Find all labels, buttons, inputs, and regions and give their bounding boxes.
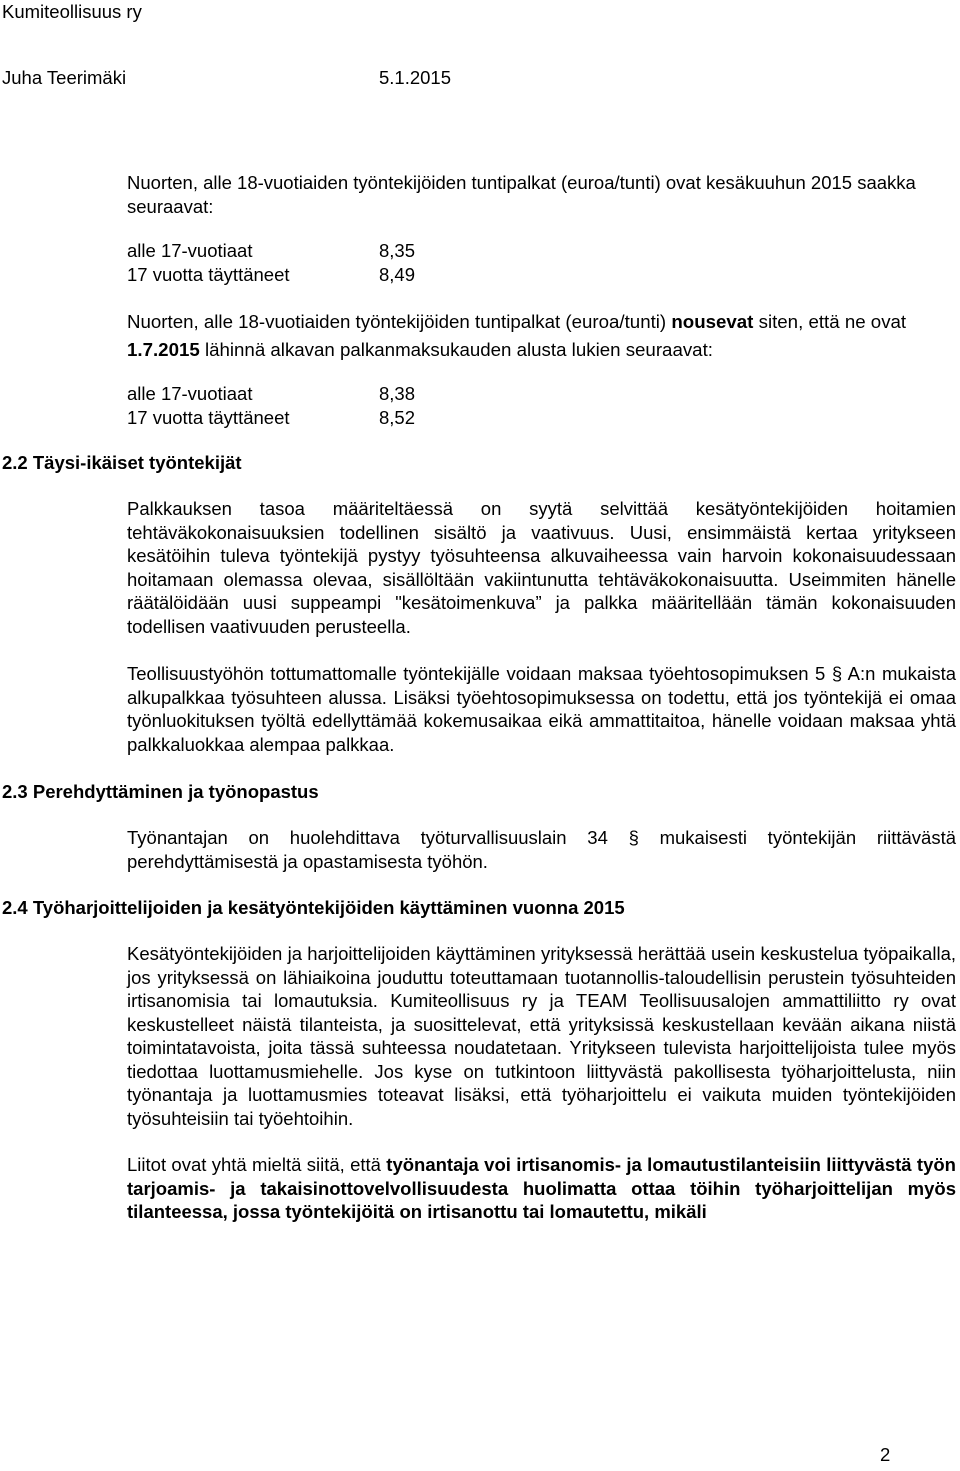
emphasis-increase: nousevat: [671, 311, 754, 332]
table-row: [127, 406, 415, 430]
section-heading-2-3: 2.3 Perehdyttäminen ja työnopastus: [2, 781, 319, 802]
section-heading-2-4: 2.4 Työharjoittelijoiden ja kesätyöntekijöiden käyttäminen vuonna 2015: [2, 897, 625, 918]
emphasis-date: 1.7.2015: [127, 339, 200, 360]
section-2-4-paragraph-2: Liitot ovat yhtä mieltä siitä, että työnantaja voi irtisanomis- ja lomautustilanteisiin liittyvästä työn tarjoamis- ja takaisinottovelvollisuudesta huolimatta ottaa töihin työharjoittelijan myös tilanteessa, jossa työntekijöitä on irtisanottu tai lomautettu, mikäli: [127, 1154, 956, 1222]
youth-wage-increase: Nuorten, alle 18-vuotiaiden työntekijöiden tuntipalkat (euroa/tunti) nousevat siten, että ne ovat 1.7.2015 lähinnä alkavan palkanmaksukauden alusta lukien seuraavat:: [127, 311, 907, 360]
rate-label: 17 vuotta täyttäneet: [127, 406, 290, 428]
page-number: 2: [880, 1444, 891, 1465]
section-2-2-paragraph-1: Palkkauksen tasoa määriteltäessä on syytä selvittää kesätyöntekijöiden hoitamien tehtäväkokonaisuuksien todellinen sisältö ja vaativuus. Uusi, ensimmäistä kertaa yritykseen kesätöihin tuleva työntekijä pystyy työsuhteensa alkuvaiheessa vain harvoin kokonaisuudessaan hoitamaan olemassa olevaa, sisällöltään vakiintunutta tehtäväkokonaisuutta. Useimmiten hänelle räätälöidään uusi suppeampi "kesätoimenkuva” ja palkka määritellään tämän kokonaisuuden todellisen vaativuuden perusteella.: [127, 498, 956, 637]
section-2-4-paragraph-1: Kesätyöntekijöiden ja harjoittelijoiden käyttäminen yrityksessä herättää usein keskustelua työpaikalla, jos yrityksessä on lähiaikoina jouduttu toteuttamaan tuotannollis-taloudellisin perustein työsuhteiden irtisanomisia tai lomautuksia. Kumiteollisuus ry ja TEAM Teollisuusalojen ammattiliitto ry ovat keskustelleet näistä tilanteista, ja suosittelevat, että yrityksissä keskustellaan kevään aikana niistä toimintatavoista, joita tässä suhteessa noudatetaan. Yritykseen tulevista harjoittelijoista tulee myös tiedottaa luottamusmiehelle. Jos kyse on tutkintoon liittyvästä pakollisesta työharjoittelusta, niin työnantaja ja luottamusmies toteavat lisäksi, että työharjoittelu ei vaikuta muiden työntekijöiden työsuhteisiin tai työehtoihin.: [127, 943, 956, 1129]
rate-value: 8,52: [379, 406, 416, 428]
table-row: [127, 263, 415, 287]
rate-label: 17 vuotta täyttäneet: [127, 263, 290, 285]
youth-wage-intro: Nuorten, alle 18-vuotiaiden työntekijöiden tuntipalkat (euroa/tunti) ovat kesäkuuhun 2015 saakka seuraavat:: [127, 172, 916, 217]
rate-value: 8,35: [379, 240, 416, 261]
rate-value: 8,49: [379, 263, 416, 285]
header-author: Juha Teerimäki: [2, 67, 127, 88]
new-rate-table: [127, 382, 415, 429]
table-row: [127, 239, 415, 263]
emphasis-agreement: työnantaja voi irtisanomis- ja lomautustilanteisiin liittyvästä työn tarjoamis- ja takaisinottovelvollisuudesta huolimatta ottaa töihin työharjoittelijan myös tilanteessa, jossa työntekijöitä on irtisanottu tai lomautettu, mikäli: [127, 1154, 956, 1222]
rate-label: alle 17-vuotiaat: [127, 383, 253, 404]
rate-label: alle 17-vuotiaat: [127, 240, 253, 261]
current-rate-table: [127, 239, 415, 286]
header-organization: Kumiteollisuus ry: [2, 1, 142, 22]
section-heading-2-2: 2.2 Täysi-ikäiset työntekijät: [2, 452, 242, 473]
header-date: 5.1.2015: [379, 67, 452, 88]
section-2-2-paragraph-2: Teollisuustyöhön tottumattomalle työntekijälle voidaan maksaa työehtosopimuksen 5 § A:n mukaista alkupalkkaa työsuhteen alussa. Lisäksi työehtosopimuksessa on todettu, että jos työntekijä ei omaa työnluokituksen työltä edellyttämää kokemusaikaa eikä ammattitaitoa, hänelle voidaan maksaa yhtä palkkaluokkaa alempaa palkkaa.: [127, 663, 956, 755]
rate-value: 8,38: [379, 383, 416, 404]
section-2-3-paragraph-1: Työnantajan on huolehdittava työturvallisuuslain 34 § mukaisesti työntekijän riittävästä perehdyttämisestä ja opastamisesta työhön.: [127, 827, 956, 872]
table-row: [127, 382, 415, 406]
